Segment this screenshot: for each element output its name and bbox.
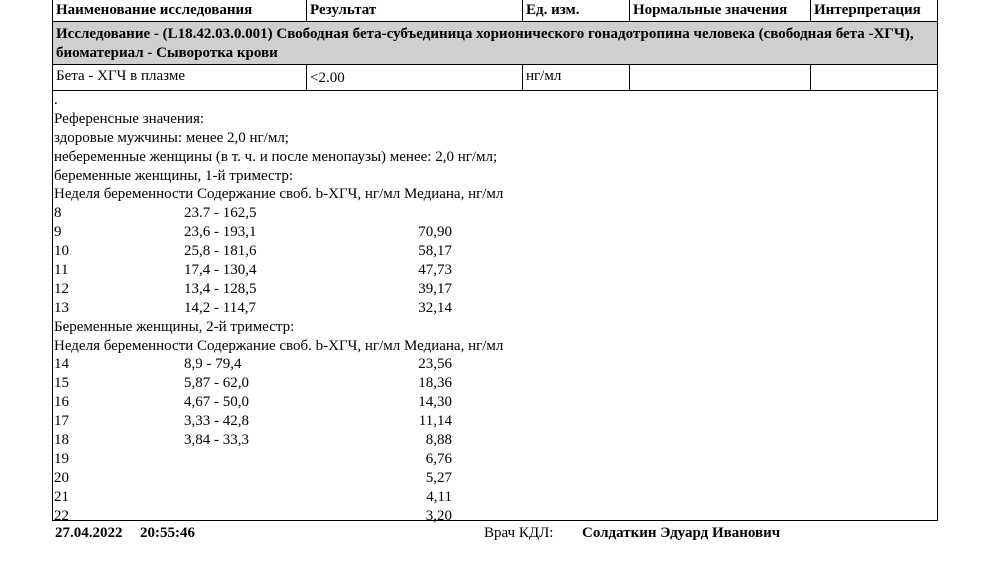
median-cell: 3,20 [425,507,452,524]
report-footer [0,522,1000,546]
table-row [54,412,937,431]
section-title: Исследование - (L18.42.03.0.001) Свободная бета-субъединица хорионического гонадотропина человека (свободная бета -ХГЧ), биоматериал - Сыворотка крови [53,22,937,65]
week-cell: 15 [54,375,69,392]
week-cell: 22 [54,507,69,524]
table-row [54,431,937,450]
table-row [54,488,937,507]
range-cell: 25,8 - 181,6 [184,243,257,260]
median-cell: 18,36 [418,375,452,392]
range-cell: 5,87 - 62,0 [184,375,249,392]
header-name: Наименование исследования [53,0,307,21]
week-cell: 19 [54,450,69,467]
median-cell: 8,88 [425,432,452,449]
trimester1-table [54,204,937,317]
week-cell: 14 [54,356,69,373]
reference-men: здоровые мужчины: менее 2,0 нг/мл; [54,129,289,146]
test-result: <2.00 [307,65,523,90]
range-cell: 3,33 - 42,8 [184,413,249,430]
table-row [54,299,937,318]
reference-dot: . [54,92,58,108]
week-cell: 17 [54,413,69,430]
reference-nonpregnant: небеременные женщины (в т. ч. и после менопаузы) менее: 2,0 нг/мл; [54,148,498,165]
footer-doctor-name: Солдаткин Эдуард Иванович [582,525,781,541]
reference-trimester1-title: беременные женщины, 1-й триместр: [54,167,294,184]
range-cell: 4,67 - 50,0 [184,394,249,411]
reference-values [54,91,937,525]
table-row [54,280,937,299]
week-cell: 10 [54,243,69,260]
footer-time: 20:55:46 [140,525,195,541]
median-cell: 32,14 [418,299,452,316]
reference-title: Референсные значения: [54,110,205,127]
table-row [54,223,937,242]
median-cell: 70,90 [418,224,452,241]
table-row [54,450,937,469]
footer-doctor-label: Врач КДЛ: [484,525,554,541]
range-cell: 13,4 - 128,5 [184,280,257,297]
median-cell: 11,14 [418,413,452,430]
week-cell: 12 [54,280,69,297]
table-row [54,355,937,374]
header-unit: Ед. изм. [523,0,630,21]
week-cell: 13 [54,299,69,316]
table-row [54,204,937,223]
week-cell: 20 [54,469,69,486]
table-row [54,374,937,393]
header-result: Результат [307,0,523,21]
range-cell: 14,2 - 114,7 [184,299,256,316]
table-row [53,65,937,91]
week-cell: 11 [54,262,69,279]
median-cell: 47,73 [418,262,452,279]
range-cell: 23,6 - 193,1 [184,224,257,241]
trimester2-table [54,355,937,525]
range-cell: 3,84 - 33,3 [184,432,249,449]
median-cell: 6,76 [425,450,452,467]
footer-date: 27.04.2022 [55,525,123,541]
test-name: Бета - ХГЧ в плазме [53,65,307,90]
median-cell: 4,11 [426,488,452,505]
range-cell: 8,9 - 79,4 [184,356,242,373]
week-cell: 8 [54,205,62,222]
week-cell: 18 [54,432,69,449]
test-unit: нг/мл [523,65,630,90]
test-interpretation [811,65,937,90]
table-row [54,242,937,261]
reference-table-header-2: Неделя беременности Содержание своб. b-ХГЧ, нг/мл Медиана, нг/мл [54,337,504,354]
week-cell: 16 [54,394,69,411]
median-cell: 5,27 [425,469,452,486]
median-cell: 39,17 [418,280,452,297]
results-table [52,0,938,524]
median-cell: 14,30 [418,394,452,411]
header-normal: Нормальные значения [630,0,811,21]
median-cell: 23,56 [418,356,452,373]
reference-table-header-1: Неделя беременности Содержание своб. b-ХГЧ, нг/мл Медиана, нг/мл [54,186,504,203]
header-interpretation: Интерпретация [814,2,921,18]
reference-trimester2-title: Беременные женщины, 2-й триместр: [54,318,295,335]
table-row [54,393,937,412]
table-row [54,469,937,488]
test-normal [630,65,811,90]
table-row [54,261,937,280]
week-cell: 21 [54,488,69,505]
median-cell: 58,17 [418,243,452,260]
range-cell: 17,4 - 130,4 [184,262,257,279]
week-cell: 9 [54,224,62,241]
range-cell: 23.7 - 162,5 [184,205,257,222]
table-header-row [53,0,937,22]
